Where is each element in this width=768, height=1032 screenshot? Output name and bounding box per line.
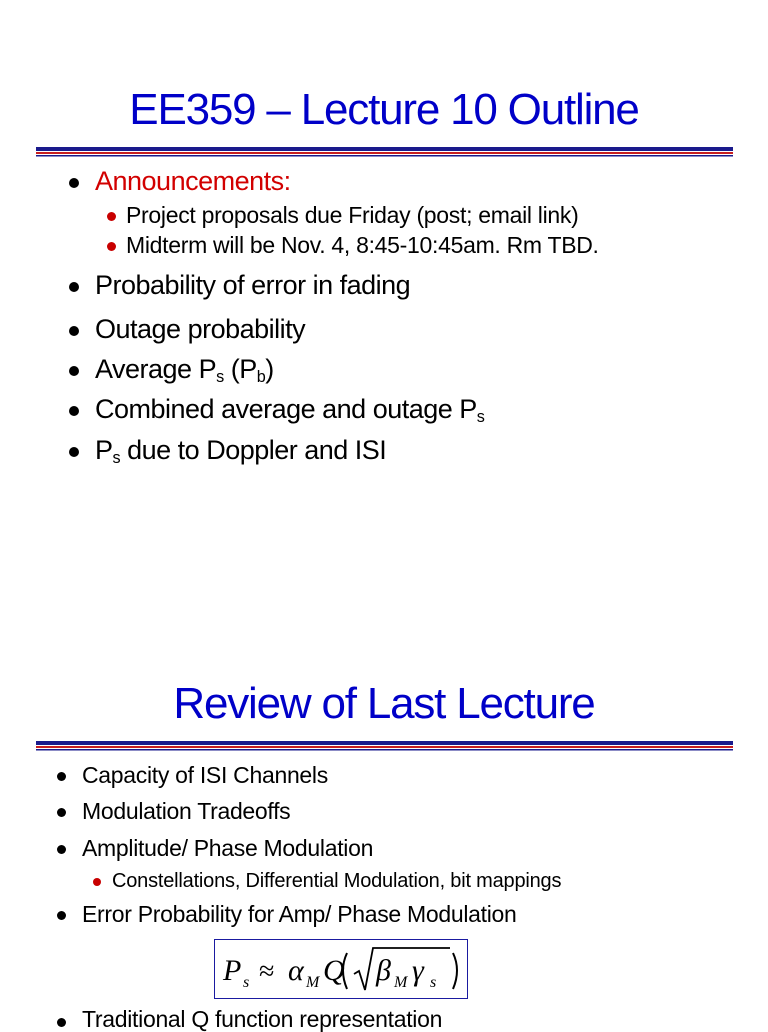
bullet-amplitude-phase [82,837,373,860]
bullet-text: Amplitude/ Phase Modulation [82,835,374,861]
svg-text:α: α [288,954,304,987]
bullet-modulation-tradeoffs [82,800,290,823]
slide2-title: Review of Last Lecture [173,679,595,728]
bullet-average-ps [95,354,274,387]
bullet-text: P [95,435,113,465]
title-rule-lines [36,147,733,157]
bullet-dot [107,242,116,251]
bullet-dot [69,406,79,416]
bullet-text: due to Doppler and ISI [127,435,387,465]
bullet-capacity-isi [82,764,328,787]
bullet-ps-doppler-isi [95,435,387,468]
announcement-project-proposals [126,204,578,227]
bullet-dot [57,772,66,781]
svg-text:s: s [243,974,250,991]
subscript-s: s [112,449,121,468]
svg-text:≈: ≈ [259,956,275,987]
svg-text:M: M [306,974,320,991]
bullet-combined-average-outage [95,394,485,427]
error-probability-formula [214,939,468,999]
bullet-text: Modulation Tradeoffs [82,798,291,824]
subscript-b: b [256,368,266,387]
bullet-probability-error-fading [95,272,410,299]
bullet-text: Outage probability [95,314,306,344]
announcement-midterm [126,234,599,257]
bullet-dot [57,808,66,817]
bullet-text: Average P [95,354,217,384]
bullet-dot [57,1018,66,1027]
announcements-item [95,168,291,195]
svg-text:P: P [223,954,242,987]
bullet-text: (P [230,354,257,384]
svg-text:Q: Q [323,954,345,987]
bullet-text: Probability of error in fading [95,270,411,300]
slide2-title-rule [36,738,733,756]
slide1-title: EE359 – Lecture 10 Outline [129,85,639,134]
announcement-text: Midterm will be Nov. 4, 8:45-10:45am. Rm TBD. [126,232,599,258]
slide1-title-rule [36,144,733,162]
bullet-dot [107,212,116,221]
svg-text:s: s [430,974,437,991]
bullet-dot [69,282,79,292]
subscript-s: s [216,368,224,387]
announcement-text: Project proposals due Friday (post; email link) [126,202,579,228]
announcements-label: Announcements: [95,166,291,196]
formula-graphic [215,940,467,998]
bullet-dot [57,845,66,854]
bullet-dot [69,366,79,376]
subbullet-constellations [112,871,561,891]
subscript-s: s [476,408,485,427]
bullet-dot [69,447,79,457]
bullet-dot [93,878,101,886]
bullet-text: Error Probability for Amp/ Phase Modulation [82,901,517,927]
bullet-text: Constellations, Differential Modulation, bit mappings [112,870,562,892]
bullet-traditional-q-function [82,1008,442,1031]
bullet-outage-probability [95,316,305,343]
svg-text:M: M [394,974,408,991]
svg-text:β: β [376,954,391,987]
bullet-text: Combined average and outage P [95,394,477,424]
bullet-text: Traditional Q function representation [82,1006,443,1032]
bullet-dot [69,326,79,336]
bullet-dot [69,178,79,188]
bullet-dot [57,911,66,920]
title-rule-lines [36,741,733,751]
bullet-text: Capacity of ISI Channels [82,762,328,788]
bullet-text: ) [265,354,274,384]
svg-text:γ: γ [412,954,424,987]
bullet-error-probability [82,903,517,926]
